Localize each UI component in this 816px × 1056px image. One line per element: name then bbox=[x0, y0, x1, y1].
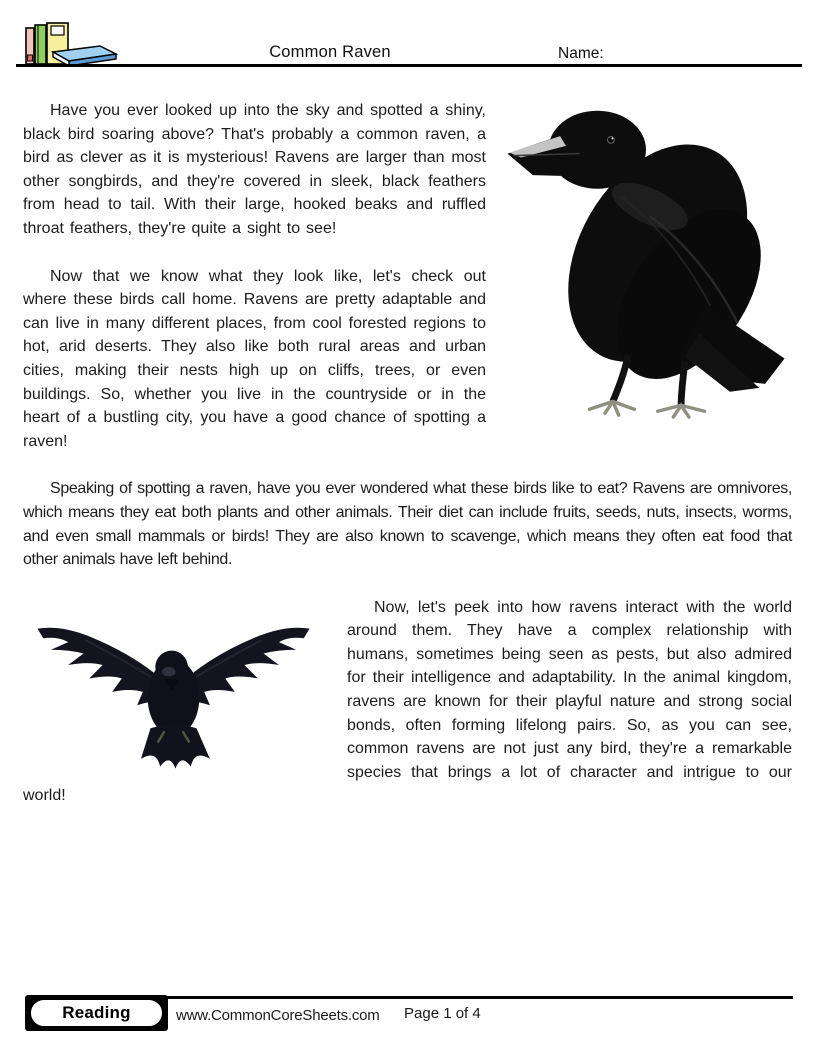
page-title: Common Raven bbox=[269, 43, 391, 61]
name-label: Name: bbox=[558, 45, 604, 62]
website-url: www.CommonCoreSheets.com bbox=[176, 1007, 380, 1024]
header-rule bbox=[16, 64, 802, 67]
footer-rule bbox=[167, 996, 793, 999]
books-logo-icon bbox=[20, 12, 120, 70]
page-number: Page 1 of 4 bbox=[404, 1005, 481, 1022]
category-badge bbox=[25, 995, 168, 1031]
paragraph-3 bbox=[23, 477, 792, 571]
paragraph-4 bbox=[23, 596, 792, 808]
paragraph-1 bbox=[23, 99, 792, 241]
reading-passage bbox=[23, 99, 792, 808]
paragraph-text: Now, let's peek into how ravens interact with the world around them. They have a complex relationship with humans, sometimes being seen as pests, but also admired for their intelligence and adaptability. In the animal kingdom, ravens are known for their playful nature and strong social bonds, often forming lifelong pairs. So, as you can see, common ravens are not just any bird, they're a remarkable species that brings a lot of character and intrigue to our world! bbox=[23, 598, 792, 805]
standing-raven-image bbox=[500, 99, 792, 421]
paragraph-text: Have you ever looked up into the sky and spotted a shiny, black bird soaring above? That's probably a common raven, a bird as clever as it is mysterious! Ravens are larger than most other songbirds, and they're covered in sleek, black feathers from head to tail. With their large, hooked beaks and ruffled throat feathers, they're quite a sight to see! bbox=[23, 102, 486, 237]
paragraph-text: Now that we know what they look like, let's check out where these birds call home. Ravens are pretty adaptable and can live in many different places, from cool forested regions to hot, arid deserts. They also like both rural areas and urban cities, making their nests high up on cliffs, trees, or even buildings. So, whether you live in the countryside or in the heart of a bustling city, you have a good chance of spotting a raven! bbox=[23, 267, 486, 450]
category-badge-label: Reading bbox=[29, 998, 164, 1028]
paragraph-text: Speaking of spotting a raven, have you ever wondered what these birds like to eat? Ravens are omnivores, which means they eat both plants and other animals. Their diet can include fruits, seeds, nuts, insects, worms, and even small mammals or birds! They are also known to scavenge, which means they often eat food that other animals have left behind. bbox=[23, 480, 792, 569]
flying-raven-image bbox=[23, 598, 325, 780]
